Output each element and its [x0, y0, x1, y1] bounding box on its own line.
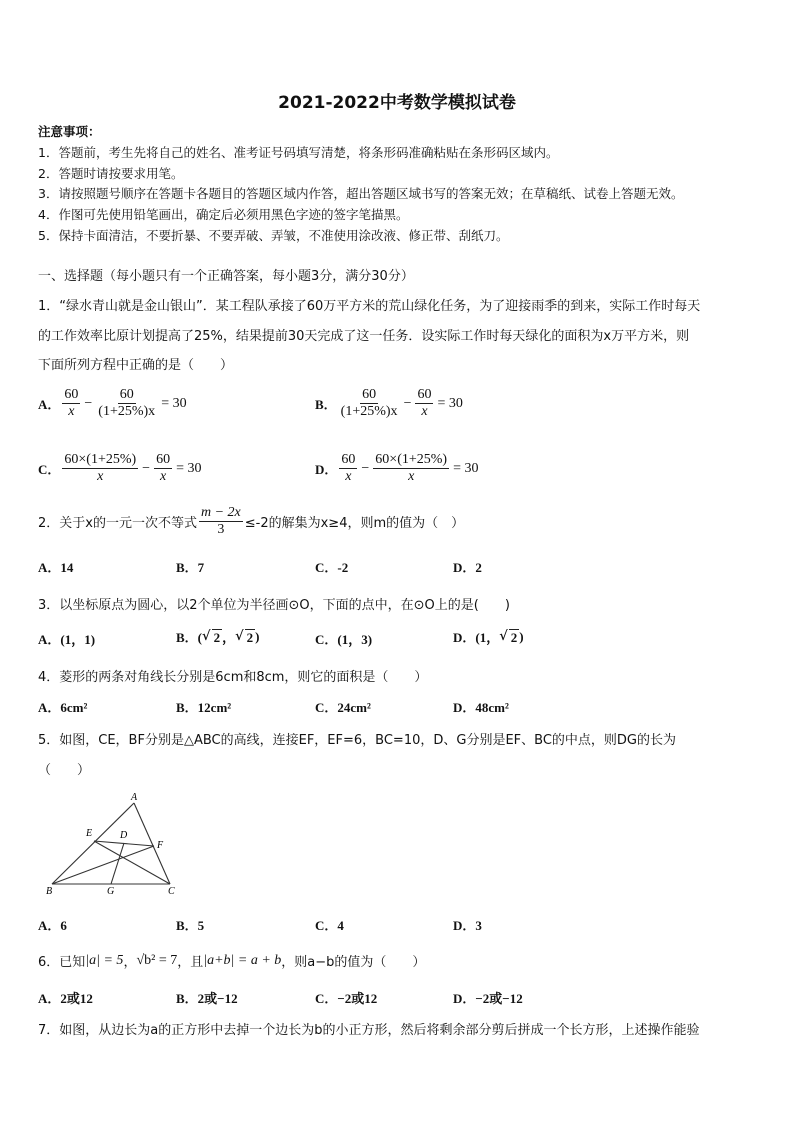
fraction-denominator: (1+25%)x [98, 404, 156, 419]
q3-d-post: ) [519, 628, 524, 644]
q4-option-d[interactable]: D．48cm² [453, 700, 509, 715]
q3-option-b[interactable] [176, 627, 259, 646]
sqrt-sign: √ [202, 629, 211, 644]
q3-option-a[interactable]: A．(1，1) [38, 632, 96, 647]
q4-option-c[interactable]: C．24cm² [315, 700, 371, 715]
fraction-denominator: x [68, 404, 75, 419]
notice-item-2: 2．答题时请按要求用笔。 [38, 166, 184, 181]
notice-item-3: 3．请按照题号顺序在答题卡各题目的答题区域内作答，超出答题区域书写的答案无效；在草稿纸、试卷上答题无效。 [38, 186, 684, 201]
notice-item-4: 4．作图可先使用铅笔画出，确定后必须用黑色字迹的签字笔描黑。 [38, 207, 409, 222]
q1-line2: 的工作效率比原计划提高了25%，结果提前30天完成了这一任务．设实际工作时每天绿化的面积为x万平方米，则 [38, 329, 690, 344]
sqrt-radicand: 2 [246, 629, 254, 645]
label-e: E [86, 828, 93, 839]
equation-rhs: = 30 [453, 460, 479, 476]
q2-text-pre: 2．关于x的一元一次不等式 [38, 516, 197, 531]
q5-line1: 5．如图，CE，BF分别是△ABC的高线，连接EF，EF=6，BC=10，D、G分别是EF、BC的中点，则DG的长为 [38, 733, 676, 748]
triangle-figure [40, 790, 190, 900]
sqrt-radicand: 2 [510, 629, 518, 645]
q2-option-b[interactable]: B．7 [176, 560, 205, 575]
q5-line2: （ ） [38, 763, 91, 778]
fraction-numerator: 60 [64, 387, 79, 402]
q3-b-post: ) [255, 628, 260, 644]
option-label: D． [315, 462, 338, 477]
q6-sep: ，且 [177, 955, 204, 970]
fraction-denominator: 3 [217, 522, 225, 537]
q6-option-a[interactable]: A．2或12 [38, 991, 93, 1006]
sqrt-radicand: 2 [213, 629, 221, 645]
label-d: D [120, 830, 128, 841]
q1-b-formula [337, 387, 465, 420]
label-c: C [168, 886, 175, 897]
q6-expr-abs-a: |a| = 5 [85, 952, 124, 968]
operator: − [361, 460, 370, 476]
q3-option-c[interactable]: C．(1，3) [315, 632, 373, 647]
q4-option-a[interactable]: A．6cm² [38, 700, 88, 715]
option-label: A． [38, 397, 61, 412]
fraction-denominator: x [159, 469, 167, 484]
section-heading: 一、选择题（每小题只有一个正确答案，每小题3分，满分30分） [38, 269, 414, 284]
equation-rhs: = 30 [176, 460, 202, 476]
q4-stem: 4．菱形的两条对角线长分别是6cm和8cm，则它的面积是（ ） [38, 670, 428, 685]
q1-option-b[interactable] [315, 387, 465, 420]
q1-option-c[interactable] [38, 452, 203, 485]
q5-option-b[interactable]: B．5 [176, 918, 205, 933]
fraction-denominator: x [345, 469, 352, 484]
option-label: C． [38, 462, 61, 477]
q2-stem [38, 505, 464, 538]
q1-c-formula [60, 452, 203, 485]
fraction-numerator: 60 [341, 452, 356, 467]
notice-item-1: 1．答题前，考生先将自己的姓名、准考证号码填写清楚，将条形码准确粘贴在条形码区域内。 [38, 145, 559, 160]
sqrt-sign: √ [235, 629, 244, 644]
fraction-numerator: 60 [362, 387, 377, 402]
equation-rhs: = 30 [161, 395, 187, 411]
q5-option-d[interactable]: D．3 [453, 918, 482, 933]
equation-rhs: = 30 [437, 395, 463, 411]
page-title: 2021-2022中考数学模拟试卷 [278, 93, 516, 113]
operator: − [403, 395, 412, 411]
fraction-denominator: x [408, 469, 415, 484]
fraction-numerator: 60 [156, 452, 171, 467]
q2-option-c[interactable]: C．-2 [315, 560, 349, 575]
fraction-denominator: (1+25%)x [340, 404, 398, 419]
q1-option-d[interactable] [315, 452, 480, 485]
option-label: B． [315, 397, 337, 412]
q1-option-a[interactable] [38, 387, 189, 420]
q1-line3: 下面所列方程中正确的是（ ） [38, 358, 234, 373]
fraction-numerator: 60×(1+25%) [375, 452, 448, 467]
q3-option-d[interactable] [453, 627, 524, 646]
sqrt-sign: √ [499, 629, 508, 644]
q1-line1: 1．“绿水青山就是金山银山”．某工程队承接了60万平方米的荒山绿化任务，为了迎接雨季的到来，实际工作时每天 [38, 299, 701, 314]
q3-stem: 3．以坐标原点为圆心，以2个单位为半径画⊙O，下面的点中，在⊙O上的是( ) [38, 598, 510, 613]
q6-stem [38, 951, 425, 970]
q4-option-b[interactable]: B．12cm² [176, 700, 232, 715]
q5-option-a[interactable]: A．6 [38, 918, 67, 933]
operator: − [84, 395, 93, 411]
q6-text-post: ，则a−b的值为（ ） [281, 955, 426, 970]
q5-option-c[interactable]: C．4 [315, 918, 344, 933]
fraction-numerator: 60 [417, 387, 432, 402]
notice-item-5: 5．保持卡面清洁，不要折暴、不要弄破、弄皱，不准使用涂改液、修正带、刮纸刀。 [38, 228, 509, 243]
fraction-numerator: 60 [119, 387, 134, 402]
q2-option-d[interactable]: D．2 [453, 560, 482, 575]
label-b: B [46, 886, 53, 897]
q6-sep: ， [123, 955, 137, 970]
q3-b-pre: B．( [176, 630, 203, 645]
q6-expr-abs-sum: |a+b| = a + b [203, 952, 282, 968]
q7-line1: 7．如图，从边长为a的正方形中去掉一个边长为b的小正方形，然后将剩余部分剪后拼成一个长方形，上述操作能验 [38, 1023, 700, 1038]
fraction-numerator: 60×(1+25%) [64, 452, 137, 467]
q6-option-b[interactable]: B．2或−12 [176, 991, 238, 1006]
q3-d-pre: D．(1， [453, 630, 500, 645]
q6-option-d[interactable]: D．−2或−12 [453, 991, 523, 1006]
fraction-numerator: m − 2x [200, 505, 241, 520]
q1-d-formula [337, 452, 480, 485]
q2-text-post: ≤-2的解集为x≥4，则m的值为（ ） [244, 516, 465, 531]
q6-text-pre: 6．已知 [38, 955, 86, 970]
fraction-denominator: x [421, 404, 428, 419]
label-f: F [157, 840, 164, 851]
q1-a-formula [60, 387, 188, 420]
notice-heading: 注意事项： [38, 124, 101, 139]
fraction-denominator: x [97, 469, 104, 484]
q6-option-c[interactable]: C．−2或12 [315, 991, 378, 1006]
q6-expr-sqrt-b: √b² = 7 [136, 952, 178, 968]
q3-b-sep: ， [222, 630, 236, 645]
operator: − [142, 460, 151, 476]
label-g: G [107, 886, 115, 897]
q2-option-a[interactable]: A．14 [38, 560, 74, 575]
label-a: A [131, 792, 138, 803]
